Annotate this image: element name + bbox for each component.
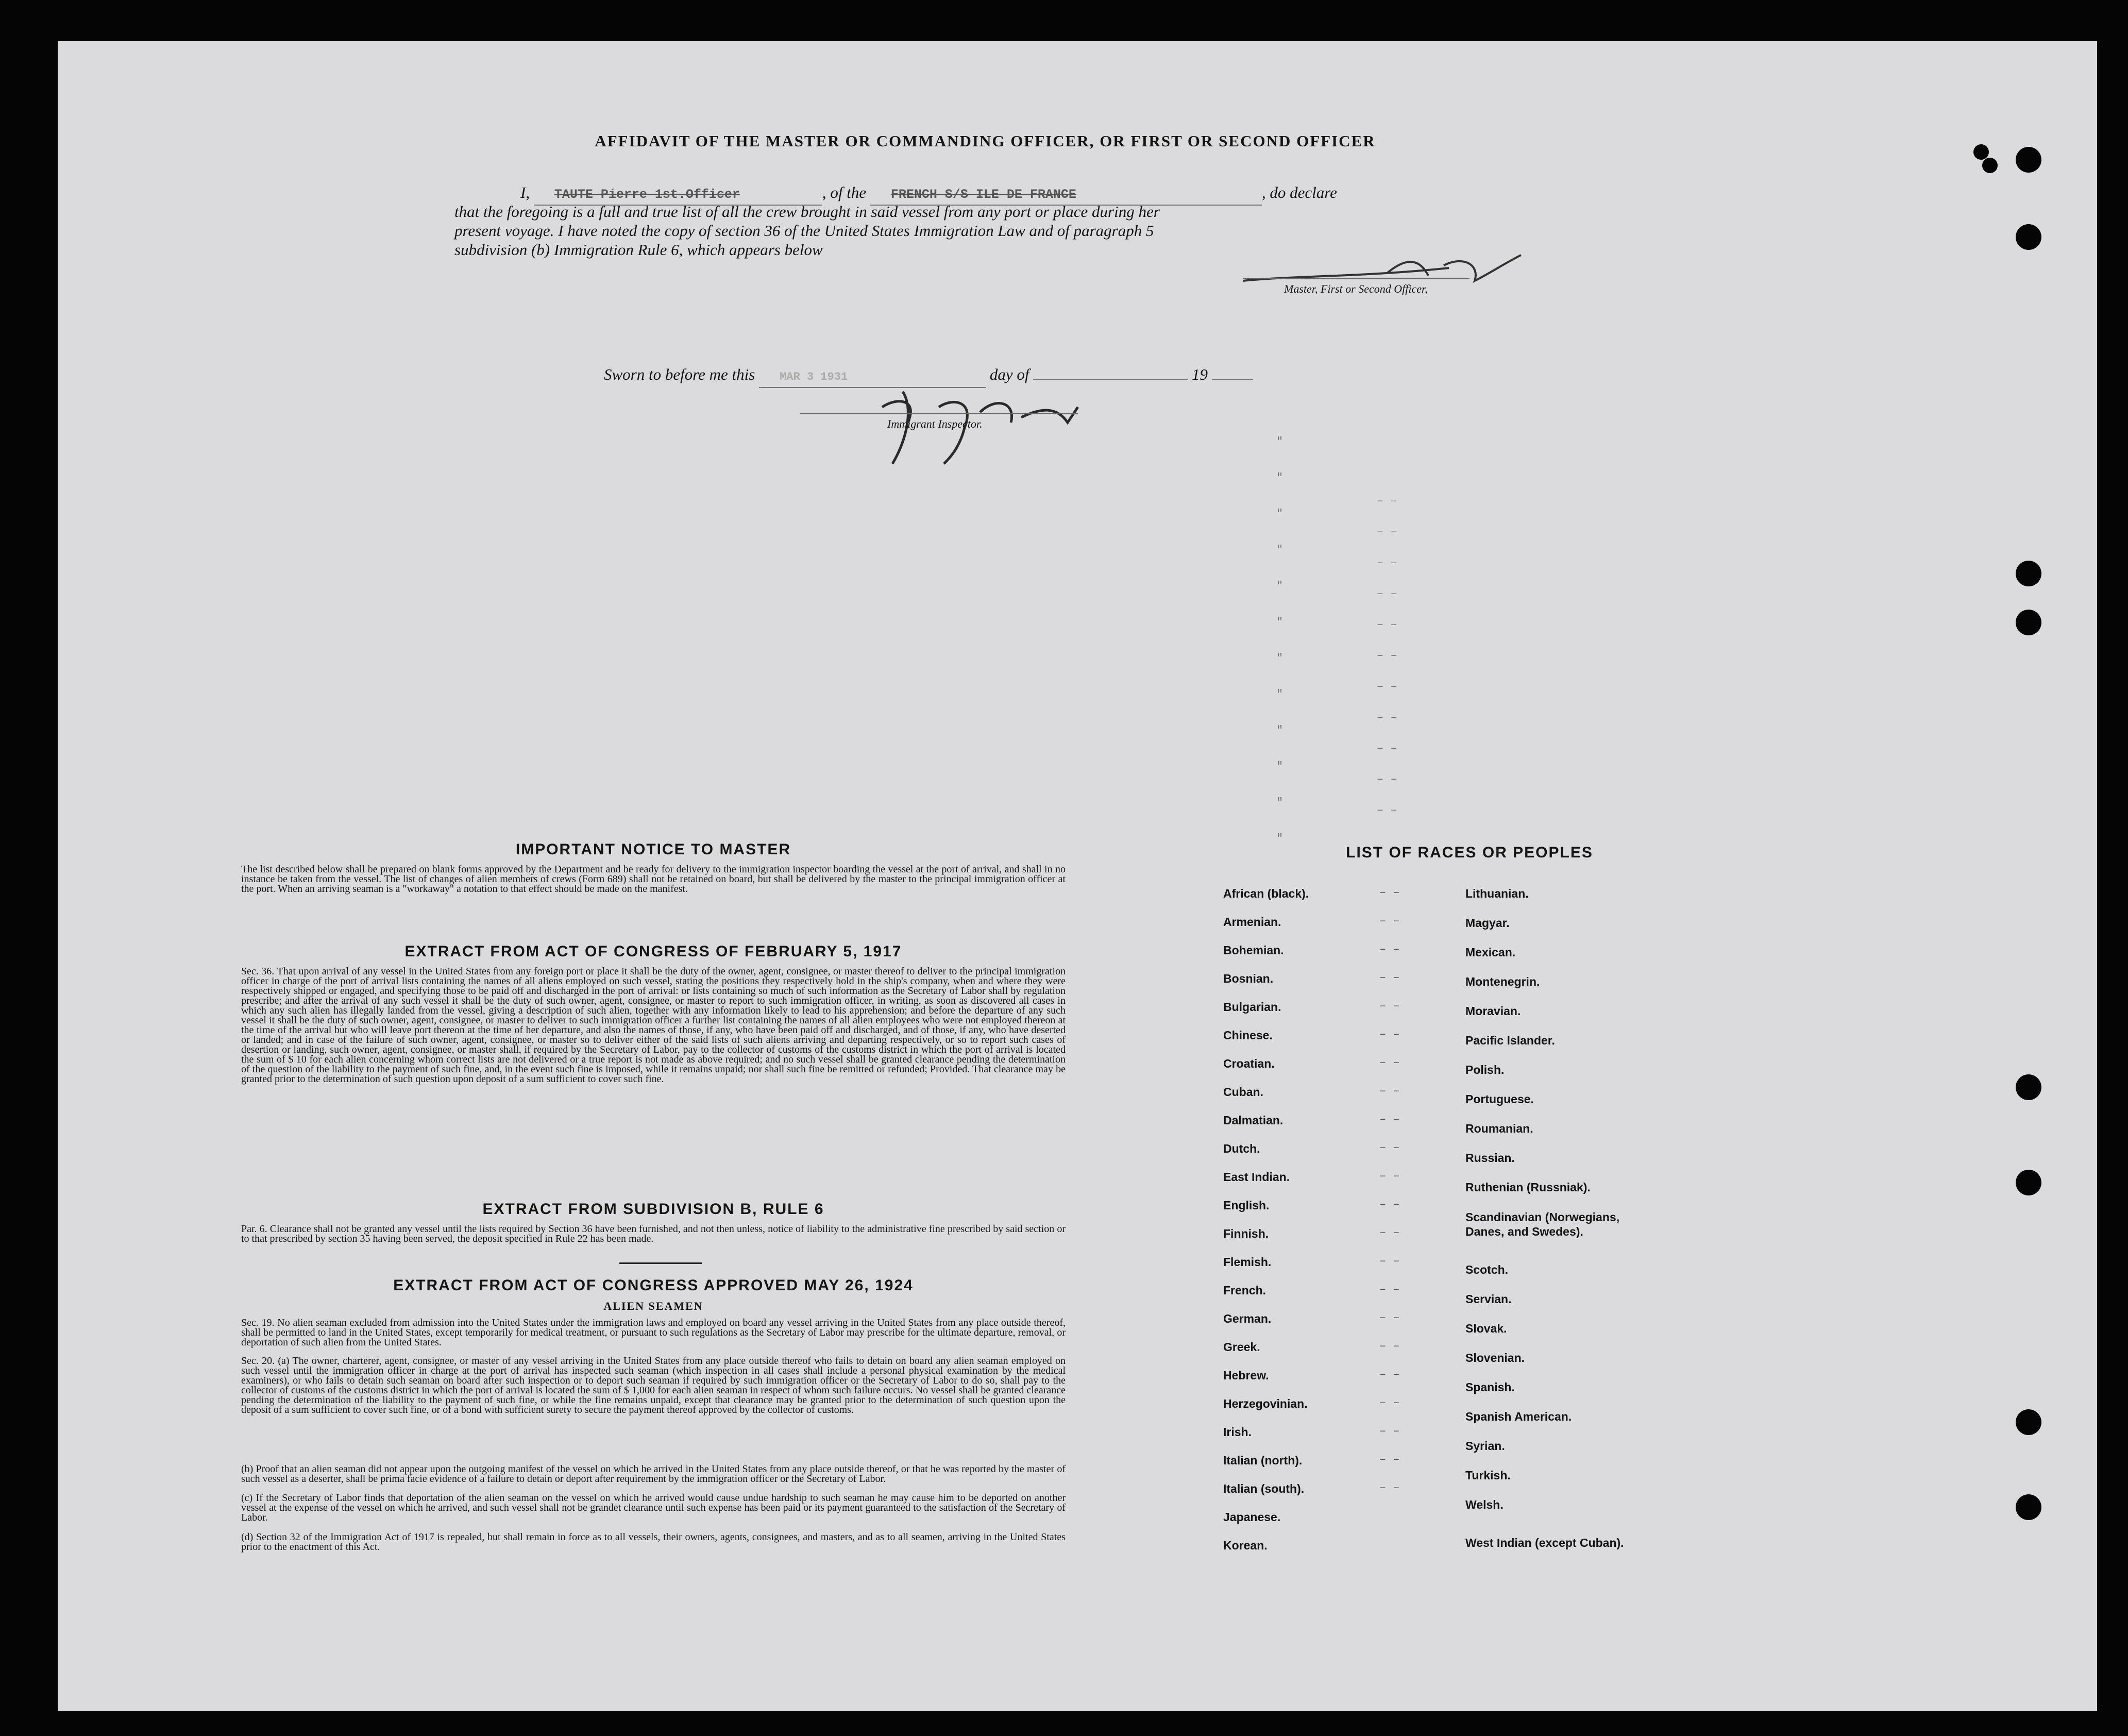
- dash-mark: – –: [1379, 1085, 1400, 1098]
- dash-mark: – –: [1377, 773, 1397, 786]
- dash-mark: – –: [1377, 649, 1397, 662]
- race-item: Turkish.: [1465, 1469, 1511, 1482]
- race-item: East Indian.: [1223, 1170, 1290, 1184]
- punch-hole: [2016, 147, 2041, 173]
- vessel-name-field: FRENCH S/S ILE DE FRANCE: [870, 185, 1262, 206]
- dash-mark: – –: [1377, 711, 1397, 724]
- race-item: Mexican.: [1465, 946, 1516, 959]
- sec-19-body: Sec. 19. No alien seaman excluded from admission into the United States under the immigration laws and employed on board any vessel arriving in the United States from any place outside thereof, shall be permitted to land in the United States, except temporarily for medical treatment, or pursuant to such regulations as the Secretary of Labor may prescribe for the ultimate departure, removal, or deportation of such alien from the United States.: [241, 1317, 1066, 1348]
- declaration-line-3: present voyage. I have noted the copy of section 36 of the United States Immigration Law and of paragraph 5: [454, 222, 1154, 240]
- race-item: Moravian.: [1465, 1004, 1521, 1018]
- race-item: Russian.: [1465, 1151, 1515, 1165]
- race-item: Dalmatian.: [1223, 1114, 1283, 1127]
- dash-mark: – –: [1379, 1425, 1400, 1438]
- affidavit-title: AFFIDAVIT OF THE MASTER OR COMMANDING OFFICER, OR FIRST OR SECOND OFFICER: [595, 132, 1376, 150]
- punch-hole: [2016, 610, 2041, 635]
- sec-20a-body: Sec. 20. (a) The owner, charterer, agent, consignee, or master of any vessel arriving in the United States from any place outside thereof who fails to detain on board any alien seaman employed on such vessel until the immigration officer in charge at the port of arrival has inspected such seaman (which inspection in all cases shall include a personal physical examination by the medical examiners), or who fails to detain such seaman on board after such inspection or to deport such seaman if required by such immigration officer or the Secretary of Labor to do so, shall pay to the collector of customs of the customs district in which the port of arrival is located the sum of $ 1,000 for each alien seaman in respect of whom such failure occurs. No vessel shall be granted clearance pending the determination of the liability to the payment of such fine, or while the fine remains unpaid, except that clearance may be granted prior to the determination of such question upon the deposit of a sum sufficient to cover such fine, or of a bond with sufficient surety to secure the payment thereof approved by the collector of customs.: [241, 1355, 1066, 1415]
- declaration-prefix: I,: [520, 183, 530, 201]
- ditto-mark: ": [1276, 796, 1283, 809]
- race-item: Japanese.: [1223, 1510, 1281, 1524]
- race-item: Spanish American.: [1465, 1410, 1572, 1423]
- race-item: Greek.: [1223, 1340, 1260, 1354]
- manifest-page: [58, 41, 2097, 1711]
- race-item: Irish.: [1223, 1425, 1252, 1439]
- ditto-mark: ": [1276, 508, 1283, 520]
- race-item: Scotch.: [1465, 1263, 1509, 1276]
- extract-rule6-title: EXTRACT FROM SUBDIVISION B, RULE 6: [482, 1201, 824, 1218]
- race-item: Welsh.: [1465, 1498, 1504, 1511]
- race-item: Polish.: [1465, 1063, 1505, 1076]
- punch-hole: [2016, 1170, 2041, 1195]
- notice-body: The list described below shall be prepared on blank forms approved by the Department and be ready for delivery to the immigration inspector boarding the vessel at the port of arrival, and shall in no instance be taken from the vessel. The list of changes of alien members of crews (Form 689) shall not be retained on board, but shall be delivered by the master to the principal immigration officer at the port. When an arriving seaman is a "workaway" a notation to that effect should be made on the manifest.: [241, 864, 1066, 895]
- dash-mark: – –: [1379, 1170, 1400, 1183]
- punch-hole: [2016, 224, 2041, 250]
- race-item: Chinese.: [1223, 1029, 1273, 1042]
- race-item: Spanish.: [1465, 1380, 1515, 1394]
- race-item: Syrian.: [1465, 1439, 1505, 1453]
- dash-mark: – –: [1379, 1340, 1400, 1353]
- race-item: Korean.: [1223, 1539, 1268, 1552]
- dash-mark: – –: [1377, 618, 1397, 631]
- dash-mark: – –: [1377, 680, 1397, 693]
- dash-mark: – –: [1377, 804, 1397, 817]
- ditto-mark: ": [1276, 760, 1283, 773]
- race-item: Italian (north).: [1223, 1454, 1303, 1467]
- dash-mark: – –: [1379, 1141, 1400, 1154]
- race-item: Magyar.: [1465, 916, 1510, 930]
- sworn-date-stamp: MAR 3 1931: [759, 367, 986, 388]
- sworn-year: 19: [1191, 365, 1208, 383]
- race-item: Italian (south).: [1223, 1482, 1305, 1495]
- declaration-line-4: subdivision (b) Immigration Rule 6, which appears below: [454, 241, 823, 259]
- extract-1917-title: EXTRACT FROM ACT OF CONGRESS OF FEBRUARY 5, 1917: [404, 943, 902, 960]
- ditto-mark: ": [1276, 580, 1283, 593]
- race-item: Ruthenian (Russniak).: [1465, 1181, 1591, 1194]
- dash-mark: – –: [1379, 1028, 1400, 1041]
- ditto-mark: ": [1276, 652, 1283, 665]
- race-item: West Indian (except Cuban).: [1465, 1536, 1624, 1549]
- dash-mark: – –: [1379, 1255, 1400, 1268]
- dash-mark: – –: [1377, 587, 1397, 600]
- race-item: Pacific Islander.: [1465, 1034, 1555, 1047]
- dash-mark: – –: [1379, 1283, 1400, 1296]
- officer-name-field: TAUTE Pierre 1st.Officer: [534, 185, 822, 206]
- race-item: Croatian.: [1223, 1057, 1275, 1070]
- notice-title: IMPORTANT NOTICE TO MASTER: [515, 841, 791, 858]
- punch-hole: [2016, 1494, 2041, 1520]
- race-item: Hebrew.: [1223, 1369, 1269, 1382]
- race-item: Cuban.: [1223, 1085, 1263, 1099]
- declaration-of: , of the: [822, 183, 867, 201]
- dash-mark: – –: [1379, 943, 1400, 956]
- extract-1924-subtitle: ALIEN SEAMEN: [603, 1300, 703, 1312]
- dash-mark: – –: [1377, 495, 1397, 508]
- ditto-mark: ": [1276, 544, 1283, 557]
- dash-mark: – –: [1379, 1000, 1400, 1013]
- declaration-line-2: that the foregoing is a full and true list of all the crew brought in said vessel from any port or place during her: [454, 203, 1160, 221]
- dash-mark: – –: [1379, 1113, 1400, 1126]
- race-item: Bulgarian.: [1223, 1000, 1281, 1014]
- race-item: Herzegovinian.: [1223, 1397, 1308, 1410]
- dash-mark: – –: [1379, 1453, 1400, 1466]
- officer-signature-caption: Master, First or Second Officer,: [1284, 282, 1428, 295]
- dash-mark: – –: [1379, 915, 1400, 928]
- dash-mark: – –: [1379, 1056, 1400, 1069]
- punch-hole: [2016, 1074, 2041, 1100]
- ditto-mark: ": [1276, 724, 1283, 737]
- dash-mark: – –: [1379, 971, 1400, 984]
- races-title: LIST OF RACES OR PEOPLES: [1346, 844, 1593, 861]
- race-item: African (black).: [1223, 887, 1309, 900]
- race-item: Montenegrin.: [1465, 975, 1540, 988]
- inspector-caption: Immigrant Inspector.: [887, 417, 983, 430]
- ditto-mark: ": [1276, 688, 1283, 701]
- race-item: Slovak.: [1465, 1322, 1507, 1335]
- ditto-mark: ": [1276, 471, 1283, 484]
- race-item: English.: [1223, 1199, 1270, 1212]
- officer-signature-line: [1243, 278, 1470, 279]
- race-item: Slovenian.: [1465, 1351, 1525, 1364]
- section-divider: [619, 1262, 702, 1264]
- sworn-prefix: Sworn to before me this: [604, 365, 755, 383]
- ditto-mark: ": [1276, 832, 1283, 845]
- race-item: Armenian.: [1223, 915, 1281, 929]
- race-item: Scandinavian (Norwegians, Danes, and Swedes).: [1465, 1210, 1620, 1238]
- race-item: Bosnian.: [1223, 972, 1274, 985]
- declaration-suffix: , do declare: [1261, 183, 1337, 201]
- race-item: French.: [1223, 1284, 1266, 1297]
- extract-rule6-body: Par. 6. Clearance shall not be granted any vessel until the lists required by Section 36 have been furnished, and not then unless, notice of liability to the administrative fine prescribed by said section or to that prescribed by section 35 having been served, the deposit specified in Rule 22 has been made.: [241, 1223, 1066, 1244]
- dash-mark: – –: [1379, 1198, 1400, 1211]
- race-item: German.: [1223, 1312, 1272, 1325]
- dash-mark: – –: [1379, 1311, 1400, 1324]
- race-item: Portuguese.: [1465, 1092, 1534, 1106]
- dash-mark: – –: [1379, 1368, 1400, 1381]
- race-item: Lithuanian.: [1465, 887, 1529, 900]
- dash-mark: – –: [1379, 1396, 1400, 1409]
- dash-mark: – –: [1377, 526, 1397, 538]
- dash-mark: – –: [1377, 742, 1397, 755]
- punch-hole: [1982, 158, 1998, 173]
- dash-mark: – –: [1379, 1481, 1400, 1494]
- race-item: Bohemian.: [1223, 943, 1284, 957]
- race-item: Dutch.: [1223, 1142, 1260, 1155]
- extract-1924-title: EXTRACT FROM ACT OF CONGRESS APPROVED MAY 26, 1924: [393, 1277, 914, 1294]
- dash-mark: – –: [1379, 1226, 1400, 1239]
- race-item: Roumanian.: [1465, 1122, 1533, 1135]
- ditto-mark: ": [1276, 616, 1283, 629]
- sec-20d-body: (d) Section 32 of the Immigration Act of 1917 is repealed, but shall remain in force as to all vessels, their owners, agents, consignees, and masters, and as to all seamen, arriving in the United States prior to the enactment of this Act.: [241, 1531, 1066, 1553]
- dash-mark: – –: [1379, 886, 1400, 899]
- sec-20c-body: (c) If the Secretary of Labor finds that deportation of the alien seaman on the vessel on which he arrived would cause undue hardship to such seaman he may cause him to be deported on another vessel at the expense of the vessel on which he arrived, and such vessel shall not be grandet clearance until such expense has been paid or its payment guaranteed to the satisfaction of the Secretary of Labor.: [241, 1492, 1066, 1523]
- race-item: Servian.: [1465, 1292, 1512, 1306]
- punch-hole: [2016, 1409, 2041, 1435]
- ditto-mark: ": [1276, 435, 1283, 448]
- race-item: Finnish.: [1223, 1227, 1269, 1240]
- extract-1917-body: Sec. 36. That upon arrival of any vessel in the United States from any foreign port or place it shall be the duty of the owner, agent, consignee, or master thereof to deliver to the principal immigration officer in charge of the port of arrival lists containing the names of all aliens employed on such vessel, stating the positions they respectively hold in the ship's company, when and where they were respectively shipped or engaged, and specifying those to be paid off and discharged in the port of arrival: or lists containing so much of such information as the Secretary of Labor shall by regulation prescribe; and after the arrival of any such vessel it shall be the duty of such owner, agent, consignee, or master to report to such immigration officer, in writing, as soon as discovered all cases in which any such alien has illegally landed from the vessel, giving a description of such alien, together with any information likely to lead to his apprehension; and before the departure of any such vessel it shall be the duty of such owner, agent, consignee, or master to deliver to such immigration officer a further list containing the names of all alien employees who were not employed thereon at the time of the arrival but who will leave port thereon at the time of her departure, and also the names of those, if any, who have been paid off and discharged, and of those, if any, who have deserted or landed; and in case of the failure of such owner, agent, consignee, or master so to deliver either of the said lists of such aliens arriving and departing respectively, or so to report such cases of desertion or landing, such owner, agent, consignee, or master shall, if required by the Secretary of Labor, pay to the collector of customs of the customs district in which the port of arrival is located the sum of $ 10 for each alien concerning whom correct lists are not delivered or a true report is not made as above required; and no such vessel shall be granted clearance pending the determination of the question of the liability to the payment of such fine, and, in the event such fine is imposed, while it remains unpaid; nor shall such fine be remitted or refunded; Provided. That clearance may be granted prior to the determination of such question upon deposit of a sum sufficient to cover such fine.: [241, 966, 1066, 1085]
- sworn-day-of: day of: [989, 365, 1029, 383]
- punch-hole: [1973, 144, 1989, 160]
- inspector-signature-line: [800, 413, 1078, 414]
- dash-mark: – –: [1377, 557, 1397, 569]
- punch-hole: [2016, 561, 2041, 586]
- sec-20b-body: (b) Proof that an alien seaman did not appear upon the outgoing manifest of the vessel on which he arrived in the United States from any place outside thereof, or that he was reported by the master of such vessel as a deserter, shall be prima facie evidence of a failure to detain or deport after requirement by the immigration officer or the Secretary of Labor.: [241, 1463, 1066, 1485]
- race-item: Flemish.: [1223, 1255, 1272, 1269]
